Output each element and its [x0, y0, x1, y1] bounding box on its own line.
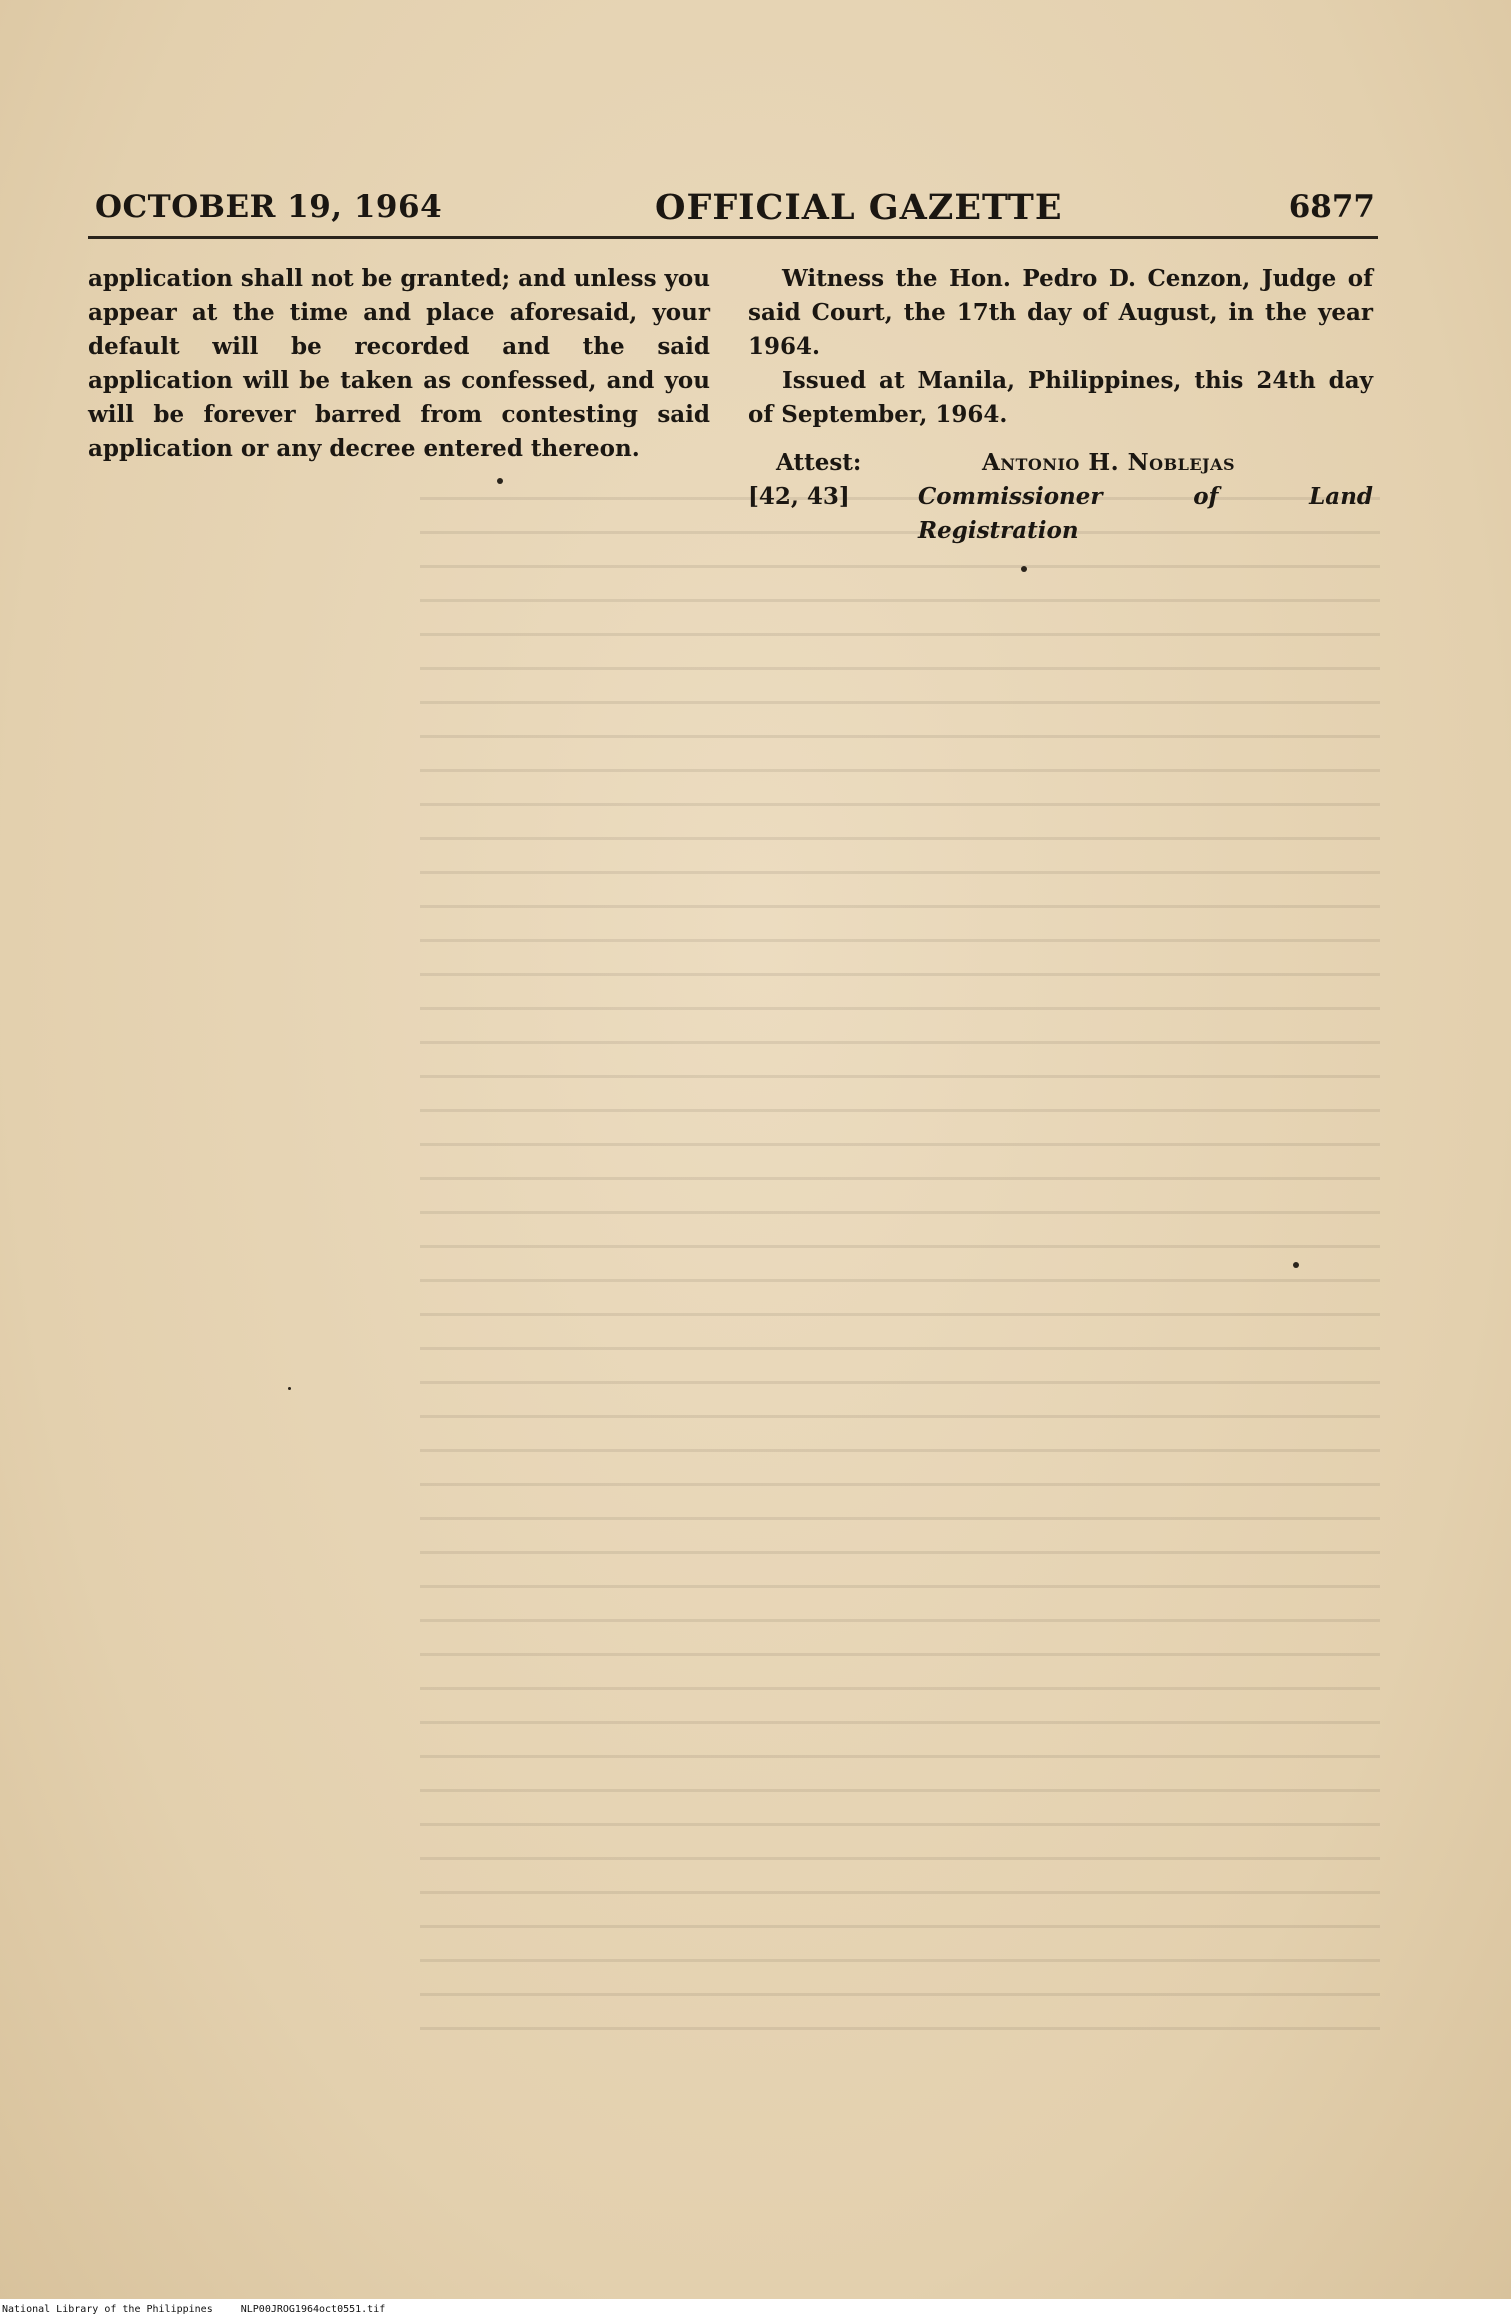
header-page-number: 6877 — [1288, 189, 1375, 225]
notice-closing-paragraph: application shall not be granted; and unless you appear at the time and place aforesaid, your default will be recorded and the said application will be taken as confessed, and you will be forever barred from contesting said application or any decree entered thereon. — [88, 265, 710, 462]
attest-block — [748, 446, 1373, 544]
witness-paragraph: Witness the Hon. Pedro D. Cenzon, Judge of said Court, the 17th day of August, in the year 1964. — [748, 265, 1373, 360]
header-rule — [88, 236, 1378, 239]
header-date: OCTOBER 19, 1964 — [95, 189, 443, 225]
bleed-through-text — [420, 470, 1380, 2050]
speck — [1021, 566, 1027, 572]
attest-label: Attest: — [776, 449, 862, 476]
right-column — [748, 262, 1373, 544]
footer-filename: NLP00JROG1964oct0551.tif — [240, 2304, 386, 2315]
reference-number: [42, 43] — [748, 483, 850, 510]
page-header — [85, 183, 1375, 227]
speck — [288, 1387, 291, 1390]
header-title: OFFICIAL GAZETTE — [655, 187, 1063, 228]
scan-footer — [0, 2299, 1511, 2321]
signatory-name: Antonio H. Noblejas — [982, 449, 1236, 476]
footer-library: National Library of the Philippines — [2, 2304, 213, 2315]
speck — [1293, 1262, 1299, 1268]
signatory-title: Commissioner of Land Registration — [918, 483, 1373, 544]
speck — [497, 478, 503, 484]
left-column — [88, 262, 710, 466]
issued-paragraph: Issued at Manila, Philippines, this 24th day of September, 1964. — [748, 367, 1373, 428]
